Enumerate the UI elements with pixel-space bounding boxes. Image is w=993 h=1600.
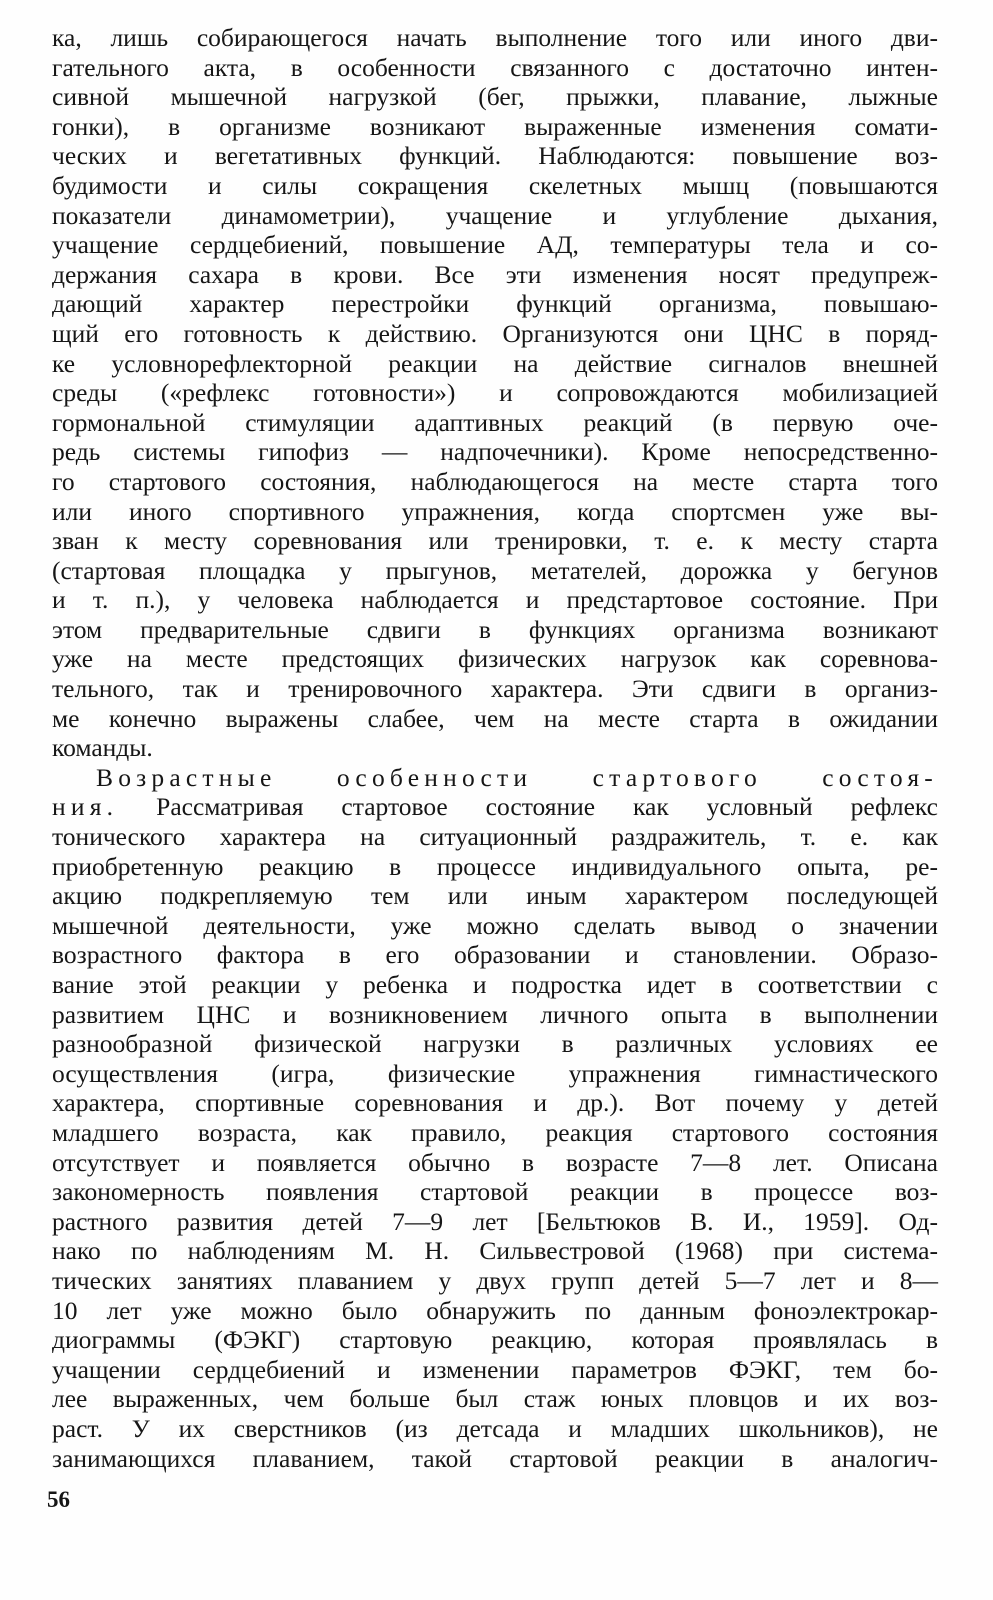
text-line: или иного спортивного упражнения, когда спортсмен уже вы- bbox=[52, 496, 938, 526]
text-line: ческих и вегетативных функций. Наблюдаются: повышение воз- bbox=[52, 141, 938, 171]
text-line: отсутствует и появляется обычно в возрасте 7—8 лет. Описана bbox=[52, 1147, 938, 1177]
text-line: разнообразной физической нагрузки в различных условиях ее bbox=[52, 1029, 938, 1059]
text-line: го стартового состояния, наблюдающегося на месте старта того bbox=[52, 466, 938, 496]
text-line: занимающихся плаванием, такой стартовой реакции в аналогич- bbox=[52, 1443, 938, 1473]
body-text bbox=[52, 23, 938, 1473]
text-line: характера, спортивные соревнования и др.). Вот почему у детей bbox=[52, 1088, 938, 1118]
text-line: (стартовая площадка у прыгунов, метателей, дорожка у бегунов bbox=[52, 555, 938, 585]
text-line: редь системы гипофиз — надпочечники). Кроме непосредственно- bbox=[52, 437, 938, 467]
text-line: ке условнорефлекторной реакции на действие сигналов внешней bbox=[52, 348, 938, 378]
text-line: гормональной стимуляции адаптивных реакций (в первую оче- bbox=[52, 407, 938, 437]
text-line: гонки), в организме возникают выраженные изменения сомати- bbox=[52, 111, 938, 141]
text-line: щий его готовность к действию. Организуются они ЦНС в поряд- bbox=[52, 318, 938, 348]
text-line: возрастного фактора в его образовании и становлении. Образо- bbox=[52, 940, 938, 970]
text-line: гательного акта, в особенности связанного с достаточно интен- bbox=[52, 52, 938, 82]
text-line: приобретенную реакцию в процессе индивидуального опыта, ре- bbox=[52, 851, 938, 881]
text-line: раст. У их сверстников (из детсада и младших школьников), не bbox=[52, 1413, 938, 1443]
text-line: акцию подкрепляемую тем или иным характером последующей bbox=[52, 881, 938, 911]
text-line: уже на месте предстоящих физических нагрузок как соревнова- bbox=[52, 644, 938, 674]
text-line: показатели динамометрии), учащение и углубление дыхания, bbox=[52, 200, 938, 230]
text-line: мышечной деятельности, уже можно сделать вывод о значении bbox=[52, 910, 938, 940]
text-line: команды. bbox=[52, 733, 153, 763]
text-line bbox=[52, 792, 938, 822]
text-line: и т. п.), у человека наблюдается и предстартовое состояние. При bbox=[52, 585, 938, 615]
text-line: дающий характер перестройки функций организма, повышаю- bbox=[52, 289, 938, 319]
text-line: тонического характера на ситуационный раздражитель, т. е. как bbox=[52, 822, 938, 852]
text-line: ка, лишь собирающегося начать выполнение того или иного дви- bbox=[52, 23, 938, 52]
text-line: будимости и силы сокращения скелетных мышц (повышаются bbox=[52, 170, 938, 200]
text-line: ме конечно выражены слабее, чем на месте старта в ожидании bbox=[52, 703, 938, 733]
text-line: держания сахара в крови. Все эти изменения носят предупреж- bbox=[52, 259, 938, 289]
text-line: 10 лет уже можно было обнаружить по данным фоноэлектрокар- bbox=[52, 1295, 938, 1325]
text-line: учащении сердцебиений и изменении параметров ФЭКГ, тем бо- bbox=[52, 1354, 938, 1384]
paragraph-start: Рассматривая стартовое состояние как условный рефлекс bbox=[156, 792, 939, 822]
text-line: этом предварительные сдвиги в функциях организма возникают bbox=[52, 614, 938, 644]
text-line: растного развития детей 7—9 лет [Бельтюков В. И., 1959]. Од- bbox=[52, 1206, 938, 1236]
text-line: зван к месту соревнования или тренировки, т. е. к месту старта bbox=[52, 526, 938, 556]
text-line: вание этой реакции у ребенка и подростка идет в соответствии с bbox=[52, 970, 938, 999]
text-line: развитием ЦНС и возникновением личного опыта в выполнении bbox=[52, 999, 938, 1029]
text-line: сивной мышечной нагрузкой (бег, прыжки, плавание, лыжные bbox=[52, 82, 938, 112]
text-line: среды («рефлекс готовности») и сопровождаются мобилизацией bbox=[52, 378, 938, 408]
section-heading-line bbox=[52, 763, 938, 793]
text-line: диограммы (ФЭКГ) стартовую реакцию, которая проявлялась в bbox=[52, 1325, 938, 1355]
text-line: лее выраженных, чем больше был стаж юных пловцов и их воз- bbox=[52, 1384, 938, 1414]
section-heading: Возрастные особенности стартового состоя- bbox=[96, 762, 938, 792]
text-line: учащение сердцебиений, повышение АД, температуры тела и со- bbox=[52, 230, 938, 260]
section-heading-continuation: ния. bbox=[52, 792, 119, 822]
text-line: тельного, так и тренировочного характера. Эти сдвиги в организ- bbox=[52, 674, 938, 704]
text-line: нако по наблюдениям М. Н. Сильвестровой (1968) при система- bbox=[52, 1236, 938, 1266]
text-line: закономерность появления стартовой реакции в процессе воз- bbox=[52, 1177, 938, 1207]
text-line: осуществления (игра, физические упражнения гимнастического bbox=[52, 1058, 938, 1088]
text-line: тических занятиях плаванием у двух групп детей 5—7 лет и 8— bbox=[52, 1265, 938, 1295]
text-line: младшего возраста, как правило, реакция стартового состояния bbox=[52, 1117, 938, 1147]
page-number: 56 bbox=[47, 1487, 70, 1512]
